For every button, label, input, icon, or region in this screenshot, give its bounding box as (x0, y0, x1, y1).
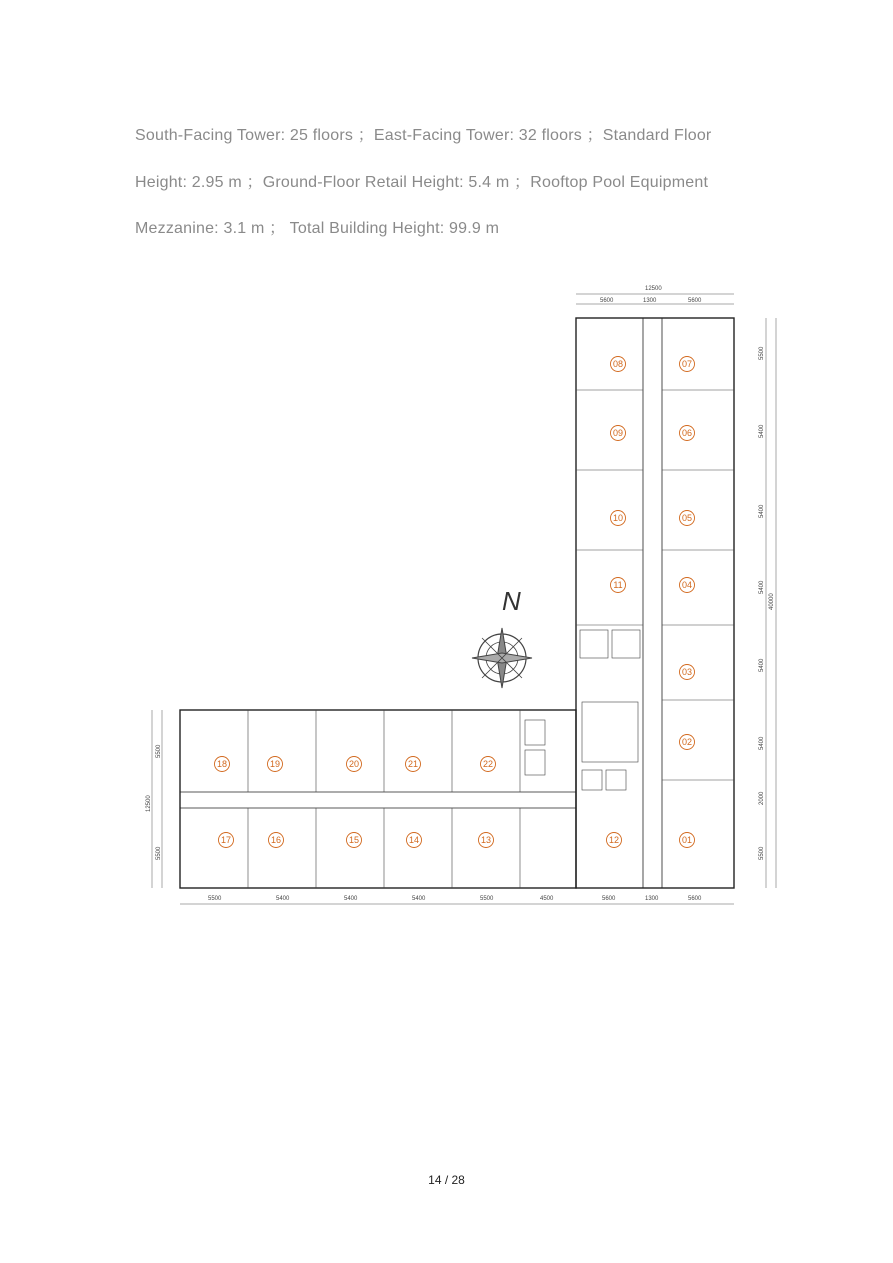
room-number: 19 (269, 759, 281, 769)
compass-rose-icon (472, 628, 532, 688)
room-labels (215, 357, 695, 848)
dim-bottom-2: 5400 (276, 896, 290, 902)
dim-top-1: 5600 (600, 298, 614, 304)
paragraph-line-3: Mezzanine: 3.1 m ； Total Building Height: 99.9 m (135, 220, 500, 237)
dim-bottom-8: 1300 (645, 896, 659, 902)
dim-left-total: 12500 (146, 795, 152, 812)
dim-top-total: 12500 (645, 286, 662, 292)
room-number: 07 (681, 359, 693, 369)
room-number: 02 (681, 737, 693, 747)
dim-right-6: 5400 (759, 736, 765, 750)
room-number: 11 (613, 580, 623, 590)
dim-top-3: 5600 (688, 298, 702, 304)
room-number: 21 (407, 759, 419, 769)
dim-bottom-9: 5600 (688, 896, 702, 902)
room-number: 01 (681, 835, 693, 845)
floor-plan (130, 280, 790, 920)
room-number: 14 (408, 835, 420, 845)
dim-top-2: 1300 (643, 298, 657, 304)
dim-right-7: 2000 (759, 791, 765, 805)
dim-bottom-6: 4500 (540, 896, 554, 902)
dim-right-3: 5400 (759, 504, 765, 518)
dim-bottom-1: 5500 (208, 896, 222, 902)
paragraph-line-1: South-Facing Tower: 25 floors ；East-Facing Tower: 32 floors ；Standard Floor (135, 127, 712, 144)
dim-bottom-5: 5500 (480, 896, 494, 902)
dim-right-1: 5500 (759, 346, 765, 360)
room-number: 22 (482, 759, 494, 769)
dim-bottom-3: 5400 (344, 896, 358, 902)
room-number: 12 (608, 835, 620, 845)
south-wing-outline (180, 710, 576, 888)
room-number: 13 (480, 835, 492, 845)
room-number: 06 (681, 428, 693, 438)
dim-left-2: 5500 (156, 846, 162, 860)
room-number: 16 (270, 835, 282, 845)
room-number: 05 (681, 513, 693, 523)
east-wing-outline (576, 318, 734, 888)
room-number: 04 (681, 580, 693, 590)
room-number: 18 (216, 759, 228, 769)
dim-right-total: 40000 (769, 593, 775, 610)
dim-left-1: 5500 (156, 744, 162, 758)
dim-right-4: 5400 (759, 580, 765, 594)
room-number: 08 (612, 359, 624, 369)
paragraph-line-2: Height: 2.95 m ；Ground-Floor Retail Height: 5.4 m ；Rooftop Pool Equipment (135, 174, 709, 191)
page-number: 14 / 28 (428, 1173, 465, 1187)
room-number: 10 (612, 513, 624, 523)
dim-right-8: 5500 (759, 846, 765, 860)
dim-bottom-4: 5400 (412, 896, 426, 902)
room-number: 03 (681, 667, 693, 677)
room-number: 20 (348, 759, 360, 769)
dim-bottom-7: 5600 (602, 896, 616, 902)
dim-right-5: 5400 (759, 658, 765, 672)
room-number: 09 (612, 428, 624, 438)
dim-right-2: 5400 (759, 424, 765, 438)
north-label: N (502, 586, 521, 616)
room-number: 17 (220, 835, 232, 845)
room-number: 15 (348, 835, 360, 845)
